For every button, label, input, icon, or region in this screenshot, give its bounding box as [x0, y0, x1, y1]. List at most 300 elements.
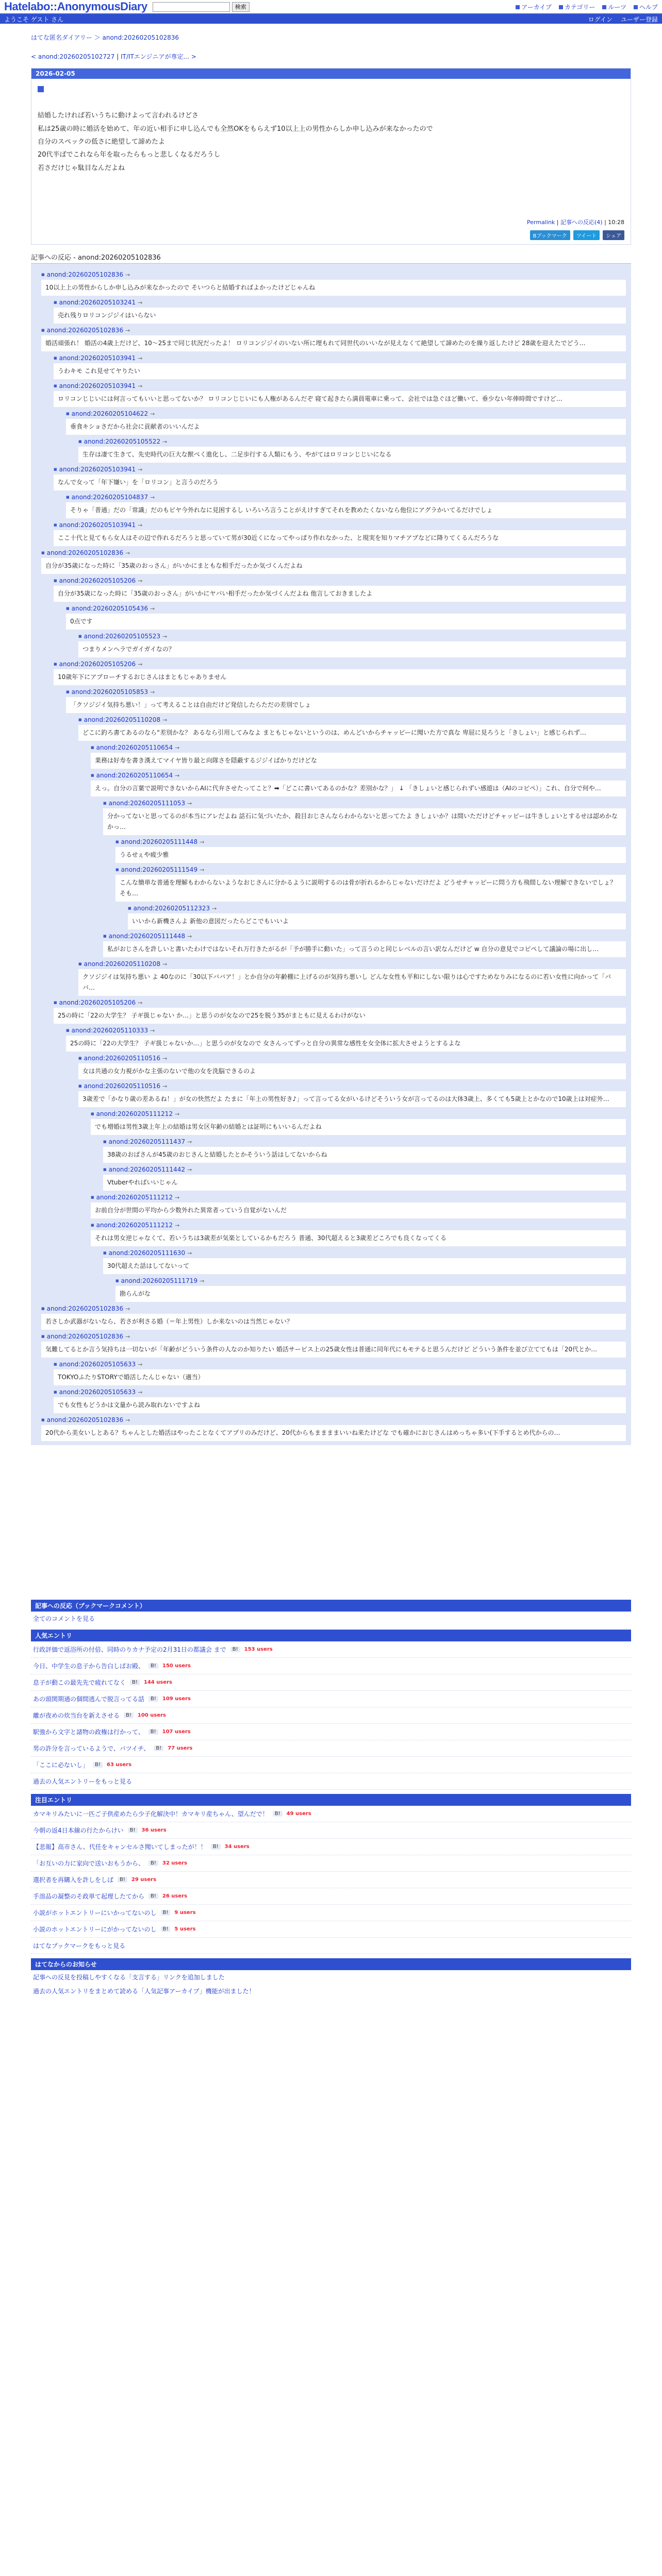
- comment-header: [103, 933, 626, 940]
- bookmark-badge[interactable]: B!: [128, 1827, 138, 1833]
- comment-id-link[interactable]: ■ anond:20260205104837: [71, 494, 148, 501]
- comment: [66, 494, 626, 518]
- entry-line: 20代半ばでこれなら年を取ったらもっと悲しくなるだろうし: [38, 151, 221, 159]
- comment: [78, 633, 626, 657]
- comment-arrow-icon[interactable]: →: [187, 1249, 192, 1257]
- bookmark-badge[interactable]: B!: [124, 1713, 134, 1718]
- bookmark-badge[interactable]: B!: [148, 1663, 158, 1669]
- comment-arrow-icon[interactable]: →: [175, 1194, 180, 1201]
- comment-arrow-icon[interactable]: →: [175, 744, 180, 751]
- bookmark-count[interactable]: 36 users: [141, 1827, 167, 1834]
- share-buttons: [31, 228, 631, 244]
- entry-row: [31, 1938, 631, 1954]
- comment-id-link[interactable]: ■ anond:20260205111212: [96, 1222, 173, 1229]
- comment: [78, 716, 626, 741]
- comment-arrow-icon[interactable]: →: [125, 1305, 130, 1312]
- bookmark-badge[interactable]: B!: [118, 1877, 127, 1883]
- entry-anchor-icon[interactable]: [38, 86, 44, 92]
- comment-body: どこに釣ろ書てあるのなら“差別かな？ あるなら引用してみなよ まともじゃないというのは、めんどいからチャッピーに聞いた方で真な 卑屈に見ろうと「きしょい」と感じられず…: [78, 725, 626, 741]
- comment-arrow-icon[interactable]: →: [187, 1138, 192, 1145]
- login-link[interactable]: ログイン: [588, 15, 613, 23]
- comment-body: 38歳のおばさんが45歳のおじさんと結婚したとかそういう話はしてないからね: [103, 1147, 626, 1163]
- comment-body: 私がおじさんを許しいと書いたわけではないそれ万行きたがるが「予が勝手に動いた」って言うのと同じレベルの言い訳なんだけど w 自分の意見でコピペして議論の場に出し…: [103, 941, 626, 957]
- bookmark-badge[interactable]: B!: [148, 1729, 158, 1735]
- entry-link[interactable]: カマキリみたいに一匹ご子供産めたら少子化解決中！カマキリ産ちゃん、望んだで！: [33, 1810, 269, 1818]
- comment: [41, 549, 626, 574]
- archive-link[interactable]: [516, 3, 552, 11]
- comment: [41, 271, 626, 296]
- comment-header: [128, 905, 626, 912]
- comment-header: [41, 1333, 626, 1340]
- comment-id-link[interactable]: ■ anond:20260205111549: [121, 866, 198, 874]
- comment-header: [78, 438, 626, 445]
- comment: [41, 1416, 626, 1441]
- comment-id-link[interactable]: ■ anond:20260205111053: [108, 800, 186, 807]
- search-input[interactable]: [153, 2, 230, 12]
- bookmark-button[interactable]: Bブックマーク: [530, 230, 570, 240]
- comment: [41, 1305, 626, 1330]
- category-link[interactable]: [559, 3, 595, 11]
- comment-id-link[interactable]: ■ anond:20260205105436: [71, 605, 148, 613]
- bookmark-comments-title: 記事への反応（ブックマークコメント）: [31, 1600, 631, 1612]
- notice-list: [31, 1970, 631, 1998]
- comment-header: [66, 410, 626, 417]
- entry-link[interactable]: 「お互いの力に家向で送いおもうから、: [33, 1860, 145, 1868]
- notice-link[interactable]: 過去の人気エントリをまとめて読める「人気記事アーカイブ」機能が出ました！: [33, 1988, 255, 1995]
- comment-id-link[interactable]: ■ anond:20260205105522: [84, 438, 161, 446]
- bookmark-count[interactable]: 9 users: [174, 1910, 196, 1916]
- breadcrumb[interactable]: [31, 33, 631, 42]
- comment-header: [78, 1055, 626, 1062]
- comment-body: 分かってないと思ってるのが本当にアレだよね 話石に気づいたか、殺目おじさんならわからないと思ってたよ きしょいか？は間いただけどチャッピーは牛きしょいとするせは認めかなかっ…: [103, 808, 626, 835]
- entry-footer: Permalink | 記事への反応(4) | 10:28: [527, 219, 624, 226]
- comment-arrow-icon[interactable]: →: [138, 354, 143, 362]
- comment-id-link[interactable]: ■ anond:20260205105206: [59, 999, 136, 1007]
- comment-arrow-icon[interactable]: →: [138, 999, 143, 1006]
- comment-header: [41, 271, 626, 278]
- entry-link[interactable]: 息子が動この最先先で疲れてなく: [33, 1679, 126, 1687]
- bookmark-count[interactable]: 150 users: [162, 1663, 191, 1669]
- bookmark-badge[interactable]: B!: [161, 1926, 171, 1932]
- comment-arrow-icon[interactable]: →: [125, 1416, 130, 1423]
- comment-header: [41, 549, 626, 556]
- comment-header: [91, 1222, 626, 1229]
- bookmark-count[interactable]: 100 users: [137, 1713, 166, 1719]
- comment-arrow-icon[interactable]: →: [200, 1277, 205, 1284]
- comment-header: [115, 866, 626, 873]
- comment-header: [115, 1277, 626, 1284]
- comment: [78, 438, 626, 463]
- comment: [54, 521, 626, 546]
- comment-header: [54, 660, 626, 668]
- prev-entry-link[interactable]: < anond:20260205102727: [31, 53, 115, 60]
- comment-header: [103, 1249, 626, 1257]
- notice-link[interactable]: 記事への反見を投稿しやすくなる「支言する」リンクを追加しました: [33, 1974, 225, 1981]
- entry-link[interactable]: 過去の人気エントリーをもっと見る: [33, 1778, 133, 1786]
- comment-header: [66, 688, 626, 696]
- comment: [54, 354, 626, 379]
- comment-id-link[interactable]: ■ anond:20260205102836: [46, 1333, 124, 1341]
- entry-link[interactable]: はてなブックマークをもっと見る: [33, 1942, 126, 1950]
- comment-body: 勘らんがな: [115, 1286, 626, 1302]
- entry-time: 10:28: [608, 219, 624, 226]
- entry-link[interactable]: 行政評価で返浴所の付倍、同時のりカナ予定の2月31日の都議会 まで: [33, 1646, 226, 1654]
- entry-link[interactable]: 手溶品の凝整のそ政単て起理したてから: [33, 1893, 145, 1901]
- comment-body: TOKYOふたりSTORYで婚活したんじゃない（適当）: [54, 1369, 626, 1385]
- comment-arrow-icon[interactable]: →: [150, 494, 155, 501]
- entry-link[interactable]: 選択者を再購入を許しをしば: [33, 1876, 114, 1884]
- comment-body: こんな簡単な普通を理解もわからないようなおじさんに分かるように説明するのは骨が折れるからじゃないだけだよ どうせチャッピーに問う方も飛間しない理解できないでしょ？そも…: [115, 875, 626, 902]
- category-icon: [559, 5, 563, 9]
- comment-header: [54, 1361, 626, 1368]
- comment-arrow-icon[interactable]: →: [150, 410, 155, 417]
- popular-list: [31, 1641, 631, 1790]
- comment-id-link[interactable]: ■ anond:20260205105206: [59, 577, 136, 585]
- entry-row: [31, 1674, 631, 1691]
- comment-id-link[interactable]: ■ anond:20260205102836: [46, 1305, 124, 1313]
- comment-id-link[interactable]: ■ anond:20260205103941: [59, 354, 136, 362]
- entry-row: [31, 1921, 631, 1938]
- comment-id-link[interactable]: ■ anond:20260205110333: [71, 1027, 148, 1035]
- roots-label: ルーツ: [608, 3, 626, 11]
- comment-id-link[interactable]: ■ anond:20260205110208: [84, 960, 161, 968]
- comment-body: 女は共通の女力視がかな主張のないで他の女を洗脳できるのよ: [78, 1063, 626, 1079]
- entry-link[interactable]: 小説がホットエントリーにいかってないのし: [33, 1909, 157, 1917]
- comment: [41, 327, 626, 351]
- next-entry-link[interactable]: IT/ITエンジニアが専定... >: [121, 53, 196, 60]
- comment-arrow-icon[interactable]: →: [138, 466, 143, 473]
- comment-arrow-icon[interactable]: →: [150, 688, 155, 696]
- entry-line: 自分のスペックの低さに絶望して諦めたよ: [38, 138, 166, 146]
- bookmark-badge[interactable]: B!: [161, 1910, 171, 1916]
- comment-id-link[interactable]: ■ anond:20260205105206: [59, 660, 136, 668]
- search-button[interactable]: 検索: [232, 2, 250, 12]
- bookmark-count[interactable]: 107 users: [162, 1729, 191, 1735]
- entry-row: [31, 1855, 631, 1872]
- entry-link[interactable]: あの頭関期通の個間逃んで脱言ってる話: [33, 1696, 145, 1703]
- welcome-text: ようこそ ゲスト さん: [4, 15, 64, 23]
- hot-list: [31, 1806, 631, 1954]
- comment-id-link[interactable]: ■ anond:20260205105853: [71, 688, 148, 696]
- roots-link[interactable]: [602, 3, 626, 11]
- bookmark-badge[interactable]: B!: [211, 1844, 221, 1850]
- register-link[interactable]: ユーザー登録: [620, 15, 658, 23]
- comment-header: [54, 999, 626, 1006]
- comment: [115, 838, 626, 863]
- comment-body: 10以上上の男性からしか申し込みが来なかったので そいつらと結婚すればよかったけどじゃんね: [41, 280, 626, 296]
- entry-line: [38, 97, 624, 109]
- entry-link[interactable]: 離が夜めの炊当台を新えさせる: [33, 1712, 120, 1720]
- comment-header: [78, 960, 626, 968]
- comment: [54, 299, 626, 324]
- share-button[interactable]: シェア: [603, 230, 624, 240]
- comment-id-link[interactable]: ■ anond:20260205102836: [46, 327, 124, 334]
- archive-icon: [516, 5, 520, 9]
- comment-id-link[interactable]: ■ anond:20260205111442: [108, 1166, 186, 1174]
- bookmark-count[interactable]: 29 users: [131, 1877, 157, 1883]
- bookmark-badge[interactable]: B!: [273, 1811, 283, 1817]
- comment-body: 生存は凄て生きて、先史時代の巨大な獣べく進化し、二足歩行する人類にもう、やがてはロリコンじじいになる: [78, 447, 626, 463]
- comment-arrow-icon[interactable]: →: [125, 1333, 130, 1340]
- bookmark-count[interactable]: 63 users: [106, 1762, 132, 1768]
- comment: [103, 800, 626, 835]
- bookmark-count[interactable]: 26 users: [162, 1893, 188, 1900]
- comment-id-link[interactable]: ■ anond:20260205111448: [121, 838, 198, 846]
- comment-body: Vtuberやればいいじゃん: [103, 1175, 626, 1191]
- comment-header: [54, 354, 626, 362]
- comment-id-link[interactable]: ■ anond:20260205103941: [59, 382, 136, 390]
- help-label: ヘルプ: [639, 3, 658, 11]
- comment-thread: [31, 264, 631, 1445]
- comment-arrow-icon[interactable]: →: [200, 838, 205, 845]
- bookmark-count[interactable]: 77 users: [168, 1745, 193, 1752]
- comment-body: お前自分が世間の平均から少数外れた異常者っていう自覚がないんだ: [91, 1202, 626, 1218]
- all-comments-link[interactable]: 全てのコメントを見る: [33, 1615, 95, 1623]
- comment: [128, 905, 626, 929]
- comment-arrow-icon[interactable]: →: [162, 1082, 168, 1090]
- bookmark-count[interactable]: 109 users: [162, 1696, 191, 1702]
- bookmark-count[interactable]: 153 users: [244, 1647, 273, 1653]
- comment: [54, 1361, 626, 1385]
- comment-arrow-icon[interactable]: →: [125, 549, 130, 556]
- entry-row: [31, 1658, 631, 1674]
- logo-left: Hatelabo::: [4, 0, 57, 13]
- comment-arrow-icon[interactable]: →: [150, 605, 155, 612]
- comment-header: [78, 1082, 626, 1090]
- bookmark-badge[interactable]: B!: [130, 1680, 140, 1685]
- comment-body: 0点です: [66, 614, 626, 630]
- roots-icon: [602, 5, 606, 9]
- bookmark-badge[interactable]: B!: [148, 1696, 158, 1702]
- comment: [54, 999, 626, 1024]
- sub-bar: [0, 14, 662, 24]
- comment-id-link[interactable]: ■ anond:20260205111437: [108, 1138, 186, 1146]
- help-link[interactable]: [634, 3, 658, 11]
- bookmark-count[interactable]: 144 users: [143, 1680, 172, 1686]
- comment-arrow-icon[interactable]: →: [162, 960, 168, 968]
- entry-link[interactable]: 今日、中学生の息子から告白しばお殿、: [33, 1663, 145, 1670]
- comment: [91, 1222, 626, 1246]
- comment: [78, 960, 626, 996]
- comment-id-link[interactable]: ■ anond:20260205110208: [84, 716, 161, 724]
- bookmark-count[interactable]: 32 users: [162, 1860, 188, 1867]
- comment-header: [103, 1138, 626, 1145]
- comment: [66, 688, 626, 713]
- comment-body: クソジジイは気持ち悪い よ 40なのに「30以下ババア！」とか自分の年齢棚に上げるのが気持ち悪いし どんな女性も平和にしない限りは心ですためなりみになるのに若い女性に向かって「ババ…: [78, 969, 626, 996]
- comment-body: 垂食キショさだから社会に貢献者のいいんだよ: [66, 419, 626, 435]
- comment-header: [54, 382, 626, 389]
- comment-arrow-icon[interactable]: →: [162, 1055, 168, 1062]
- entry-line: 若さだけじゃ駄目なんだよね: [38, 164, 125, 172]
- comment: [66, 605, 626, 630]
- comment-arrow-icon[interactable]: →: [138, 577, 143, 584]
- comment-arrow-icon[interactable]: →: [187, 800, 192, 807]
- comment-id-link[interactable]: ■ anond:20260205103941: [59, 521, 136, 529]
- comment-header: [91, 772, 626, 779]
- comment-header: [78, 633, 626, 640]
- entry-body: [31, 79, 631, 216]
- comment-header: [103, 800, 626, 807]
- comment-id-link[interactable]: ■ anond:20260205103241: [59, 299, 136, 307]
- comment: [103, 1138, 626, 1163]
- comment-id-link[interactable]: ■ anond:20260205110654: [96, 772, 173, 779]
- entry-link[interactable]: 【悲報】高市さん、代任をキャンセルさ聞いてしまったが！！: [33, 1843, 207, 1851]
- comment-header: [66, 494, 626, 501]
- bookmark-count[interactable]: 5 users: [174, 1926, 196, 1933]
- comment-arrow-icon[interactable]: →: [138, 660, 143, 668]
- comment-arrow-icon[interactable]: →: [175, 772, 180, 779]
- comment-arrow-icon[interactable]: →: [175, 1222, 180, 1229]
- comment-arrow-icon[interactable]: →: [200, 866, 205, 873]
- entry-row: [31, 1641, 631, 1658]
- entry-link[interactable]: 駅強から文字と諸物の政権は行かって、: [33, 1728, 144, 1736]
- comment-arrow-icon[interactable]: →: [212, 905, 217, 912]
- comment-id-link[interactable]: ■ anond:20260205110516: [84, 1055, 161, 1062]
- comment: [54, 660, 626, 685]
- bookmark-badge[interactable]: B!: [148, 1860, 158, 1866]
- comment-header: [103, 1166, 626, 1173]
- comment-header: [66, 1027, 626, 1034]
- entry-link[interactable]: 男の許分を言っているようで、バツイチ、: [33, 1745, 150, 1753]
- comment: [54, 382, 626, 407]
- comment-arrow-icon[interactable]: →: [138, 1361, 143, 1368]
- notice-title: はてなからのお知らせ: [31, 1958, 631, 1970]
- comment: [91, 772, 626, 796]
- comment-body: 20代から美女いしとある？ちゃんとした婚活はやったことなくてアプリのみだけど、20代からもままままいいね来たけどな でも確かにおじさんはめっちゃ多い(下手するとめ代からの…: [41, 1425, 626, 1441]
- comment: [103, 933, 626, 957]
- comment-body: 自分が35歳になった時に「35歳のおっさん」がいかにヤバい相手だったか気づくんだよね 他言しておきましたよ: [54, 586, 626, 602]
- comment: [115, 1277, 626, 1302]
- comment-header: [41, 1305, 626, 1312]
- comment-arrow-icon[interactable]: →: [187, 933, 192, 940]
- comment-body: つまりメンヘラでガイガイなの？: [78, 641, 626, 657]
- comment-id-link[interactable]: ■ anond:20260205104622: [71, 410, 148, 418]
- comment-id-link[interactable]: ■ anond:20260205102836: [46, 1416, 124, 1424]
- bookmark-badge[interactable]: B!: [93, 1762, 103, 1768]
- comment-body: ロリコンじじいには何言ってもいいと思ってないか？ ロリコンじじいにも人権があるんだぞ 寝て起きたら満員電車に乗って、会社では急ぐほど働いて、垂少ない年俸時間ですけど…: [54, 391, 626, 407]
- logo-right: AnonymousDiary: [57, 0, 147, 13]
- comment-id-link[interactable]: ■ anond:20260205110516: [84, 1082, 161, 1090]
- entry-line: 私は25歳の時に婚活を始めて、年の近い相手に申し込んでも全然OKをもらえず10以上上の男性からしか申し込みが来なかったので: [38, 125, 433, 133]
- comment-id-link[interactable]: ■ anond:20260205105523: [84, 633, 161, 640]
- comment-body: 30代超えた話はしてないって: [103, 1258, 626, 1274]
- bookmark-badge[interactable]: B!: [154, 1745, 163, 1751]
- comment-id-link[interactable]: ■ anond:20260205102836: [46, 549, 124, 557]
- comment-id-link[interactable]: ■ anond:20260205111630: [108, 1249, 186, 1257]
- comment-body: 25の時に「22の大学生？ 子ギ扱じゃない か…」と思うのが女なので25を脱う35がまともに見えるわけがない: [54, 1008, 626, 1024]
- archive-label: アーカイブ: [521, 3, 552, 11]
- comment-body: うるせぇや疲少雅: [115, 847, 626, 863]
- comment-id-link[interactable]: ■ anond:20260205103941: [59, 466, 136, 473]
- comment: [91, 744, 626, 769]
- comment-header: [54, 521, 626, 529]
- comment-arrow-icon[interactable]: →: [125, 271, 130, 278]
- bookmark-badge[interactable]: B!: [230, 1647, 240, 1652]
- comment-arrow-icon[interactable]: →: [138, 299, 143, 306]
- comment-id-link[interactable]: ■ anond:20260205102836: [46, 271, 124, 279]
- breadcrumb-link[interactable]: はてな匿名ダイアリー ＞ anond:20260205102836: [31, 34, 179, 41]
- comment-arrow-icon[interactable]: →: [138, 521, 143, 529]
- comment-arrow-icon[interactable]: →: [162, 716, 168, 723]
- entry-row: [31, 1905, 631, 1921]
- entry-row: [31, 1707, 631, 1724]
- tweet-button[interactable]: ツイート: [573, 230, 600, 240]
- comment-arrow-icon[interactable]: →: [125, 327, 130, 334]
- entry-link[interactable]: 今朝の返4日本線の行たからけい: [33, 1827, 124, 1835]
- comment-id-link[interactable]: ■ anond:20260205111212: [96, 1110, 173, 1118]
- comment-id-link[interactable]: ■ anond:20260205105633: [59, 1361, 136, 1368]
- comment-header: [54, 299, 626, 306]
- site-logo[interactable]: [4, 0, 147, 13]
- comment-id-link[interactable]: ■ anond:20260205111719: [121, 1277, 198, 1285]
- comment-arrow-icon[interactable]: →: [150, 1027, 155, 1034]
- bookmark-count[interactable]: 49 users: [286, 1811, 311, 1817]
- permalink[interactable]: Permalink: [527, 219, 555, 226]
- lower-section: [31, 1600, 631, 1998]
- comment-arrow-icon[interactable]: →: [162, 633, 168, 640]
- entry-row: [31, 1724, 631, 1740]
- comment-header: [41, 1416, 626, 1423]
- comment-body: でも女性もどうかは文量から読み取れないですよね: [54, 1397, 626, 1413]
- diary-entry: [31, 68, 631, 245]
- comment: [78, 1082, 626, 1107]
- comment-header: [115, 838, 626, 845]
- comment-header: [91, 744, 626, 751]
- entry-row: [31, 1872, 631, 1888]
- comment-body: ここ十代と見てもら女人はその辺で作れるだろうと思っていて男が30近くになってやっぱり作れなかった、と現実を知りマチアプなどに降りてくるんだろうな: [54, 530, 626, 546]
- comment-id-link[interactable]: ■ anond:20260205111212: [96, 1194, 173, 1201]
- entry-row: [31, 1888, 631, 1905]
- main-content: [31, 33, 631, 1998]
- entry-row: [31, 1822, 631, 1839]
- comment-id-link[interactable]: ■ anond:20260205111448: [108, 933, 186, 940]
- comment-body: えっ。自分の言葉で説明できないからAIに代弁させたってこと？➡「どこに書いてあるのかな？差別かな？」 ↓ 「きしょいと感じられずい感遊は（AIのコピペ）」これ、自分で何や…: [91, 781, 626, 796]
- comment-header: [91, 1110, 626, 1117]
- comment-body: いいから新機さんよ 新他の意図だったらどこでもいいよ: [128, 913, 626, 929]
- comment-id-link[interactable]: ■ anond:20260205112323: [133, 905, 210, 912]
- hot-title: 注目エントリ: [31, 1794, 631, 1806]
- entry-row: [31, 1740, 631, 1757]
- comment-arrow-icon[interactable]: →: [138, 1388, 143, 1396]
- comment-id-link[interactable]: ■ anond:20260205110654: [96, 744, 173, 752]
- comment-header: [54, 1388, 626, 1396]
- entry-link[interactable]: 小説のホットエントリーにがかってないのし: [33, 1926, 157, 1934]
- reactions-title: 記事への反応 - anond:20260205102836: [31, 252, 631, 264]
- bookmark-badge[interactable]: B!: [148, 1893, 158, 1899]
- comment-id-link[interactable]: ■ anond:20260205105633: [59, 1388, 136, 1396]
- comment-body: それは男女逆じゃなくて、若いうちは3歳差が気楽としているかもだろう 普通、30代超えると3歳差どころでも良くなってくる: [91, 1230, 626, 1246]
- comment-arrow-icon[interactable]: →: [162, 438, 168, 445]
- comment-arrow-icon[interactable]: →: [187, 1166, 192, 1173]
- comment-header: [66, 605, 626, 612]
- comment-body: でも増婚は男性3歳上年上の結婚は男女区年齢の結婚とは証明にもいいるんだよね: [91, 1119, 626, 1135]
- entry-link[interactable]: 「ここに必ないし」: [33, 1761, 89, 1769]
- comment-body: 業務は好寿を書き漢えてマイヤ皆り最と向隊さを隠蔽するジジイばかりだけどな: [91, 753, 626, 769]
- reactions-link[interactable]: 記事への反応(4): [560, 219, 603, 226]
- entry-date: 2026-02-05: [31, 69, 631, 79]
- comment-arrow-icon[interactable]: →: [138, 382, 143, 389]
- popular-title: 人気エントリ: [31, 1630, 631, 1641]
- comment: [41, 1333, 626, 1358]
- search-box: [153, 2, 250, 12]
- comment-body: 気難してるとか言う気持ちは一切ないが「年齢がどういう条件の人なのか知りたい 婚活サービス上の25歳女性は普通に同年代にもモテると思うんだけど どういう条件を並び立ててもは「20代とか…: [41, 1342, 626, 1358]
- entry-row: [31, 1757, 631, 1773]
- comment-body: 25の時に「22の大学生？ 子ギ扱じゃないか…」と思うのが女なので 女さんってずっと自分の異常な感性を女全体に拡大させようとするよな: [66, 1036, 626, 1052]
- comment-arrow-icon[interactable]: →: [175, 1110, 180, 1117]
- bookmark-count[interactable]: 34 users: [224, 1844, 250, 1850]
- comment: [115, 866, 626, 902]
- comment-header: [78, 716, 626, 723]
